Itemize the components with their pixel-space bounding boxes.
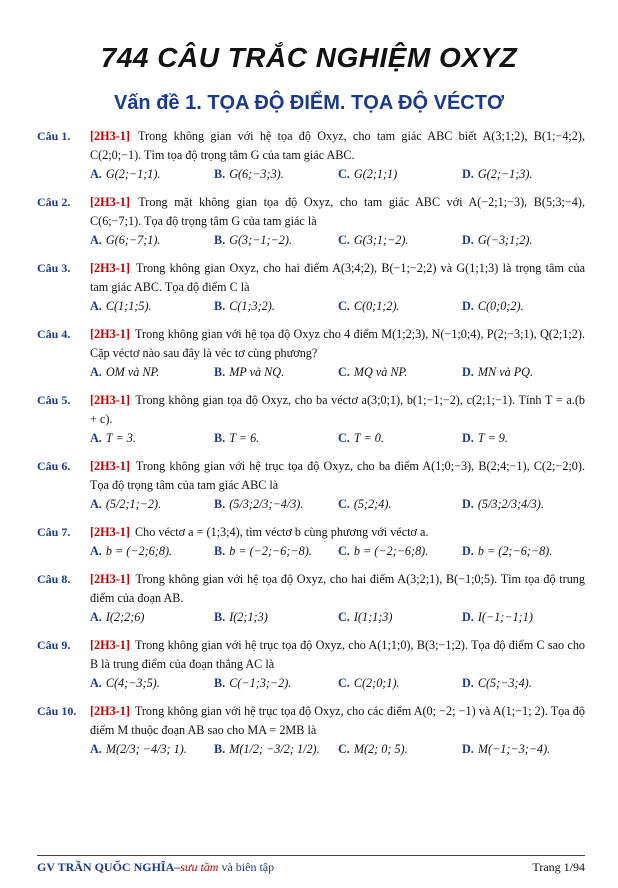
answer-option: [90, 608, 214, 627]
option-value: C(4;−3;5).: [105, 676, 160, 690]
answer-option: [214, 608, 338, 627]
option-letter: A.: [90, 544, 102, 558]
option-value: OM và NP.: [105, 365, 160, 379]
question-6: [37, 457, 585, 514]
option-value: G(6;−7;1).: [105, 233, 161, 247]
question-text: Trong không gian Oxyz, cho hai điểm A(3;4;2), B(−1;−2;2) và G(1;1;3) là trọng tâm của tam giác ABC. Tọa độ điểm C là: [90, 261, 586, 294]
option-value: I(1;1;3): [353, 610, 393, 624]
answer-option: [90, 165, 214, 184]
answer-option: [90, 495, 214, 514]
answer-options: [90, 542, 585, 561]
answer-options: [90, 165, 585, 184]
answer-options: [90, 429, 585, 448]
answer-option: [462, 740, 586, 759]
question-tag: [2H3-1]: [90, 459, 130, 473]
question-8: [37, 570, 585, 627]
footer-edited: và biên tập: [218, 860, 275, 874]
document-title: 744 CÂU TRẮC NGHIỆM OXYZ: [100, 42, 518, 73]
answer-option: [214, 363, 338, 382]
option-letter: B.: [214, 676, 226, 690]
answer-option: [90, 363, 214, 382]
option-letter: B.: [214, 365, 226, 379]
option-letter: B.: [214, 299, 226, 313]
question-list: [37, 127, 585, 768]
answer-option: [214, 495, 338, 514]
option-value: G(3;1;−2).: [353, 233, 409, 247]
question-text: Trong không gian với hệ tọa độ Oxyz cho 4 điểm M(1;2;3), N(−1;0;4), P(2;−3;1), Q(2;1;2). Cặp véctơ nào sau đây là véc tơ cùng phương?: [90, 327, 585, 360]
option-letter: C.: [338, 365, 350, 379]
answer-option: [338, 674, 462, 693]
option-letter: C.: [338, 299, 350, 313]
answer-option: [90, 740, 214, 759]
option-value: C(0;1;2).: [353, 299, 400, 313]
option-letter: C.: [338, 742, 350, 756]
option-value: MQ và NP.: [353, 365, 408, 379]
answer-options: [90, 495, 585, 514]
question-tag: [2H3-1]: [90, 129, 130, 143]
option-value: I(2;1;3): [229, 610, 268, 624]
option-value: b = (2;−6;−8).: [477, 544, 553, 558]
option-value: M(2; 0; 5).: [353, 742, 408, 756]
option-value: (5/3;2/3;−4/3).: [229, 497, 304, 511]
section-title: Vấn đề 1. TỌA ĐỘ ĐIỂM. TỌA ĐỘ VÉCTƠ: [113, 92, 505, 114]
option-letter: A.: [90, 167, 102, 181]
footer-divider: [37, 855, 585, 856]
answer-option: [462, 231, 586, 250]
option-letter: D.: [462, 167, 474, 181]
option-letter: A.: [90, 365, 102, 379]
option-letter: C.: [338, 233, 350, 247]
question-10: [37, 702, 585, 759]
option-value: T = 6.: [229, 431, 260, 445]
page-number: Trang 1/94: [532, 860, 585, 874]
answer-option: [338, 363, 462, 382]
option-letter: A.: [90, 676, 102, 690]
answer-option: [338, 297, 462, 316]
option-value: I(−1;−1;1): [477, 610, 533, 624]
option-letter: A.: [90, 742, 102, 756]
answer-options: [90, 363, 585, 382]
answer-options: [90, 231, 585, 250]
answer-option: [214, 542, 338, 561]
question-number: Câu 9.: [37, 638, 71, 652]
question-text: Cho véctơ a = (1;3;4), tìm véctơ b cùng phương với véctơ a.: [134, 525, 429, 539]
question-tag: [2H3-1]: [90, 327, 130, 341]
question-number: Câu 10.: [37, 704, 77, 718]
question-tag: [2H3-1]: [90, 572, 130, 586]
question-number: Câu 6.: [37, 459, 71, 473]
answer-option: [462, 495, 586, 514]
question-9: [37, 636, 585, 693]
question-text: Trong không gian với hệ tọa độ Oxyz, cho hai điểm A(3;2;1), B(−1;0;5). Tìm tọa độ trung điểm của đoạn AB.: [90, 572, 585, 605]
answer-option: [338, 495, 462, 514]
answer-option: [90, 297, 214, 316]
option-value: b = (−2;−6;8).: [353, 544, 429, 558]
option-value: G(2;−1;3).: [477, 167, 533, 181]
question-2: [37, 193, 585, 250]
option-value: I(2;2;6): [105, 610, 145, 624]
option-letter: C.: [338, 497, 350, 511]
question-tag: [2H3-1]: [90, 393, 130, 407]
question-5: [37, 391, 585, 448]
question-body: [90, 523, 585, 542]
answer-option: [214, 165, 338, 184]
option-letter: A.: [90, 497, 102, 511]
question-body: [90, 636, 585, 674]
option-value: T = 9.: [477, 431, 508, 445]
option-value: (5/3;2/3;4/3).: [477, 497, 544, 511]
option-value: MP và NQ.: [229, 365, 285, 379]
option-value: G(−3;1;2).: [477, 233, 533, 247]
option-letter: C.: [338, 167, 350, 181]
question-number: Câu 7.: [37, 525, 71, 539]
footer-author-name: GV TRẦN QUỐC NGHĨA–: [37, 860, 181, 874]
question-text: Trong không gian với hệ trục tọa độ Oxyz, cho A(1;1;0), B(3;−1;2). Tọa độ điểm C sao cho B là trung điểm của đoạn thẳng AC là: [90, 638, 586, 671]
option-letter: B.: [214, 497, 226, 511]
question-body: [90, 259, 585, 297]
option-value: C(5;−3;4).: [477, 676, 532, 690]
option-letter: C.: [338, 610, 350, 624]
question-text: Trong không gian tọa độ Oxyz, cho ba véctơ a(3;0;1), b(1;−1;−2), c(2;1;−1). Tính T = a.(b + c).: [90, 393, 586, 426]
answer-option: [462, 165, 586, 184]
question-text: Trong không gian với hệ trục tọa độ Oxyz, cho ba điểm A(1;0;−3), B(2;4;−1), C(2;−2;0). Tọa độ trọng tâm của tam giác ABC là: [90, 459, 585, 492]
question-number: Câu 1.: [37, 129, 71, 143]
question-body: [90, 127, 585, 165]
answer-options: [90, 740, 585, 759]
option-value: G(6;−3;3).: [229, 167, 284, 181]
question-text: Trong không gian với hệ tọa độ Oxyz, cho tam giác ABC biết A(3;1;2), B(1;−4;2), C(2;0;−1). Tìm tọa độ trọng tâm G của tam giác ABC.: [90, 129, 586, 162]
option-letter: B.: [214, 431, 226, 445]
option-letter: C.: [338, 431, 350, 445]
option-letter: C.: [338, 544, 350, 558]
option-letter: D.: [462, 233, 474, 247]
option-letter: A.: [90, 610, 102, 624]
answer-option: [338, 608, 462, 627]
option-letter: D.: [462, 742, 474, 756]
answer-option: [462, 542, 586, 561]
option-letter: D.: [462, 299, 474, 313]
footer-author: [37, 860, 274, 875]
option-value: b = (−2;−6;−8).: [229, 544, 312, 558]
answer-option: [462, 297, 586, 316]
answer-option: [214, 297, 338, 316]
answer-option: [462, 429, 586, 448]
answer-option: [462, 608, 586, 627]
question-body: [90, 457, 585, 495]
question-4: [37, 325, 585, 382]
answer-option: [338, 231, 462, 250]
question-number: Câu 4.: [37, 327, 71, 341]
option-value: MN và PQ.: [477, 365, 534, 379]
option-value: T = 0.: [353, 431, 384, 445]
question-number: Câu 8.: [37, 572, 71, 586]
question-text: Trong mặt không gian tọa độ Oxyz, cho tam giác ABC với A(−2;1;−3), B(5;3;−4), C(6;−7;1). Tọa độ trọng tâm G của tam giác là: [90, 195, 585, 228]
answer-option: [214, 740, 338, 759]
question-7: [37, 523, 585, 561]
option-letter: B.: [214, 544, 226, 558]
answer-option: [90, 674, 214, 693]
question-body: [90, 193, 585, 231]
question-number: Câu 3.: [37, 261, 71, 275]
answer-option: [338, 740, 462, 759]
option-value: M(2/3; −4/3; 1).: [105, 742, 187, 756]
question-tag: [2H3-1]: [90, 704, 130, 718]
answer-option: [462, 363, 586, 382]
option-letter: D.: [462, 676, 474, 690]
option-letter: D.: [462, 365, 474, 379]
option-letter: C.: [338, 676, 350, 690]
answer-option: [214, 429, 338, 448]
option-letter: D.: [462, 610, 474, 624]
question-tag: [2H3-1]: [90, 195, 130, 209]
question-number: Câu 5.: [37, 393, 71, 407]
question-text: Trong không gian với hệ trục tọa độ Oxyz, cho các điểm A(0; −2; −1) và A(1;−1; 2). Tọa độ điểm M thuộc đoạn AB sao cho MA = 2MB là: [90, 704, 585, 737]
question-body: [90, 702, 585, 740]
question-body: [90, 325, 585, 363]
option-value: M(1/2; −3/2; 1/2).: [229, 742, 320, 756]
option-value: C(1;3;2).: [229, 299, 275, 313]
question-number: Câu 2.: [37, 195, 71, 209]
answer-option: [338, 429, 462, 448]
option-value: C(−1;3;−2).: [229, 676, 292, 690]
option-letter: D.: [462, 431, 474, 445]
answer-option: [338, 165, 462, 184]
option-value: C(2;0;1).: [353, 676, 400, 690]
question-1: [37, 127, 585, 184]
question-body: [90, 391, 585, 429]
question-body: [90, 570, 585, 608]
option-letter: A.: [90, 233, 102, 247]
answer-option: [214, 231, 338, 250]
answer-options: [90, 674, 585, 693]
option-letter: A.: [90, 431, 102, 445]
option-value: G(3;−1;−2).: [229, 233, 292, 247]
option-value: G(2;−1;1).: [105, 167, 161, 181]
option-value: M(−1;−3;−4).: [477, 742, 551, 756]
option-letter: B.: [214, 233, 226, 247]
option-letter: B.: [214, 742, 226, 756]
question-3: [37, 259, 585, 316]
option-letter: D.: [462, 497, 474, 511]
answer-options: [90, 297, 585, 316]
question-tag: [2H3-1]: [90, 638, 130, 652]
question-tag: [2H3-1]: [90, 261, 130, 275]
option-value: b = (−2;6;8).: [105, 544, 173, 558]
option-value: C(1;1;5).: [105, 299, 152, 313]
answer-option: [214, 674, 338, 693]
answer-option: [90, 231, 214, 250]
option-letter: D.: [462, 544, 474, 558]
option-value: T = 3.: [105, 431, 136, 445]
option-letter: B.: [214, 610, 226, 624]
answer-option: [338, 542, 462, 561]
question-tag: [2H3-1]: [90, 525, 130, 539]
option-letter: B.: [214, 167, 226, 181]
option-value: C(0;0;2).: [477, 299, 524, 313]
option-value: (5;2;4).: [353, 497, 392, 511]
answer-option: [462, 674, 586, 693]
answer-option: [90, 542, 214, 561]
answer-options: [90, 608, 585, 627]
option-value: (5/2;1;−2).: [105, 497, 162, 511]
answer-option: [90, 429, 214, 448]
option-letter: A.: [90, 299, 102, 313]
footer-collected: sưu tầm: [180, 860, 219, 874]
option-value: G(2;1;1): [353, 167, 398, 181]
